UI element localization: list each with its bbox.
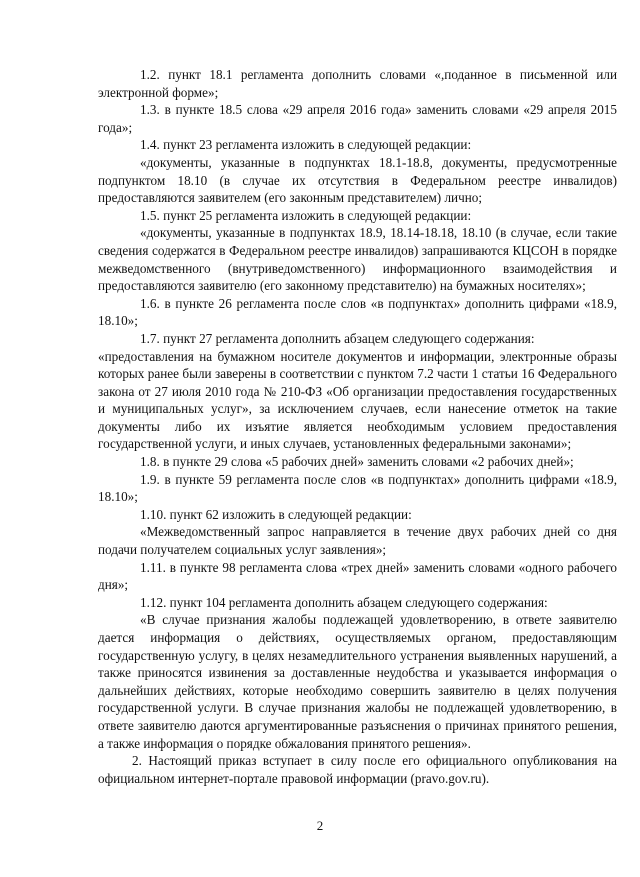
paragraph-1-8: 1.8. в пункте 29 слова «5 рабочих дней» заменить словами «2 рабочих дней»; — [140, 454, 574, 470]
paragraph-1-5-quote: «документы, указанные в подпунктах 18.9, 18.14-18.18, 18.10 (в случае, если такие сведения содержатся в Федеральном реестре инвалидов) запрашиваются КЦСОН в порядке межведомственного (внутриведомственного) информационного взаимодействия и предоставляются заявителю (его законному представителю) на бумажных носителях»; — [98, 225, 617, 294]
paragraph-2: 2. Настоящий приказ вступает в силу после его официального опубликования на официальном интернет-портале правовой информации (pravo.gov.ru). — [98, 753, 617, 786]
paragraph-1-9: 1.9. в пункте 59 регламента после слов «в подпунктах» дополнить цифрами «18.9, 18.10»; — [98, 471, 617, 505]
paragraph-1-10: 1.10. пункт 62 изложить в следующей редакции: — [140, 506, 412, 522]
paragraph-1-6: 1.6. в пункте 26 регламента после слов «в подпунктах» дополнить цифрами «18.9, 18.10»; — [98, 295, 617, 329]
page-number: 2 — [316, 818, 324, 833]
paragraph-1-4-quote: «документы, указанные в подпунктах 18.1-18.8, документы, предусмотренные подпунктом 18.10 (в случае их отсутствия в Федеральном реестре инвалидов) предоставляются заявителем (его законным представителем) лично; — [98, 154, 617, 206]
paragraph-1-11: 1.11. в пункте 98 регламента слова «трех дней» заменить словами «одного рабочего дня»; — [98, 559, 617, 593]
paragraph-1-12-quote: «В случае признания жалобы подлежащей удовлетворению, в ответе заявителю дается информация о действиях, осуществляемых органом, предоставляющим государственную услугу, в целях незамедлительного устранения выявленных нарушений, а также приносятся извинения за доставленные неудобства и указывается информация о дальнейших действиях, которые необходимо совершить заявителю в целях получения государственной услуги. В случае признания жалобы не подлежащей удовлетворению, в ответе заявителю даются аргументированные разъяснения о причинах принятого решения, а также информация о порядке обжалования принятого решения». — [98, 612, 617, 751]
paragraph-1-7-quote: «предоставления на бумажном носителе документов и информации, электронные образы которых ранее были заверены в соответствии с пунктом 7.2 части 1 статьи 16 Федерального закона от 27 июля 2010 года № 210-ФЗ «Об организации предоставления государственных и муниципальных услуг», за исключением случаев, если нанесение отметок на такие документы либо их изъятие является необходимым условием предоставления государственной услуги, и иных случаев, установленных федеральными законами»; — [98, 348, 617, 452]
paragraph-1-10-quote: «Межведомственный запрос направляется в течение двух рабочих дней со дня подачи получателем социальных услуг заявления»; — [98, 524, 617, 558]
paragraph-1-7: 1.7. пункт 27 регламента дополнить абзацем следующего содержания: — [140, 330, 535, 346]
paragraph-1-2: 1.2. пункт 18.1 регламента дополнить словами «,поданное в письменной или электронной форме»; — [98, 67, 617, 100]
paragraph-1-3: 1.3. в пункте 18.5 слова «29 апреля 2016 года» заменить словами «29 апреля 2015 года»; — [98, 102, 617, 135]
paragraph-1-5: 1.5. пункт 25 регламента изложить в следующей редакции: — [140, 207, 472, 223]
paragraph-1-4: 1.4. пункт 23 регламента изложить в следующей редакции: — [140, 137, 472, 153]
paragraph-1-12: 1.12. пункт 104 регламента дополнить абзацем следующего содержания: — [140, 594, 548, 610]
document-body — [98, 66, 617, 787]
